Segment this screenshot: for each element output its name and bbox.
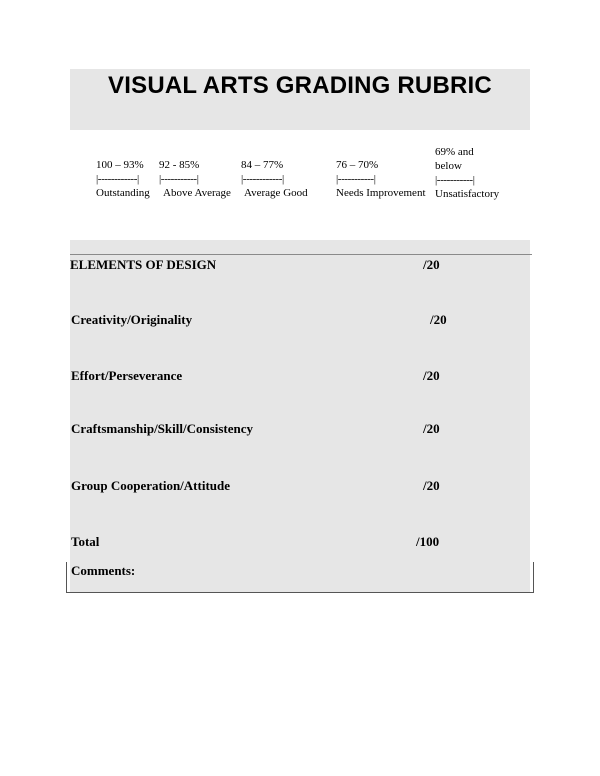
- comments-border-left: [66, 562, 67, 593]
- criterion-points: /20: [430, 312, 447, 327]
- scale-label: Average Good: [244, 187, 308, 199]
- scale-label: Unsatisfactory: [435, 188, 500, 200]
- total-label: Total: [71, 534, 100, 549]
- comments-border-bottom: [66, 592, 534, 593]
- criterion-label: Group Cooperation/Attitude: [71, 478, 231, 493]
- criterion-label: Craftsmanship/Skill/Consistency: [71, 421, 254, 436]
- scale-divider: |------------|: [96, 173, 139, 185]
- scale-label: Needs Improvement: [336, 187, 426, 199]
- comments-border-right: [533, 562, 534, 593]
- scale-above-average: [159, 158, 231, 200]
- scale-divider: |-----------|: [336, 173, 376, 185]
- scale-range: 100 – 93%: [96, 159, 144, 171]
- criterion-label: ELEMENTS OF DESIGN: [70, 257, 217, 272]
- scale-outstanding: [96, 158, 150, 200]
- scale-range-line2: below: [435, 160, 462, 172]
- scale-range: 92 - 85%: [159, 159, 200, 171]
- scale-average-good: [241, 158, 308, 200]
- criterion-label: Effort/Perseverance: [71, 368, 183, 383]
- criterion-points: /20: [423, 478, 440, 493]
- scale-range: 76 – 70%: [336, 159, 379, 171]
- criterion-points: /20: [423, 421, 440, 436]
- criterion-points: /20: [423, 257, 440, 272]
- criterion-points: /20: [423, 368, 440, 383]
- scale-needs-improvement: [336, 158, 426, 200]
- scale-divider: |------------|: [241, 173, 284, 185]
- comments-label: Comments:: [71, 563, 136, 578]
- scale-divider: |-----------|: [435, 174, 475, 186]
- scale-divider: |-----------|: [159, 173, 199, 185]
- scale-label: Outstanding: [96, 187, 150, 199]
- criterion-label: Creativity/Originality: [71, 312, 193, 327]
- total-points: /100: [416, 534, 440, 549]
- rubric-divider: [70, 254, 532, 255]
- rubric-table: [70, 240, 530, 592]
- scale-unsatisfactory: [435, 145, 499, 201]
- scale-range: 84 – 77%: [241, 159, 284, 171]
- scale-range-line1: 69% and: [435, 146, 474, 158]
- page-title: VISUAL ARTS GRADING RUBRIC: [108, 72, 492, 99]
- scale-label: Above Average: [163, 187, 231, 199]
